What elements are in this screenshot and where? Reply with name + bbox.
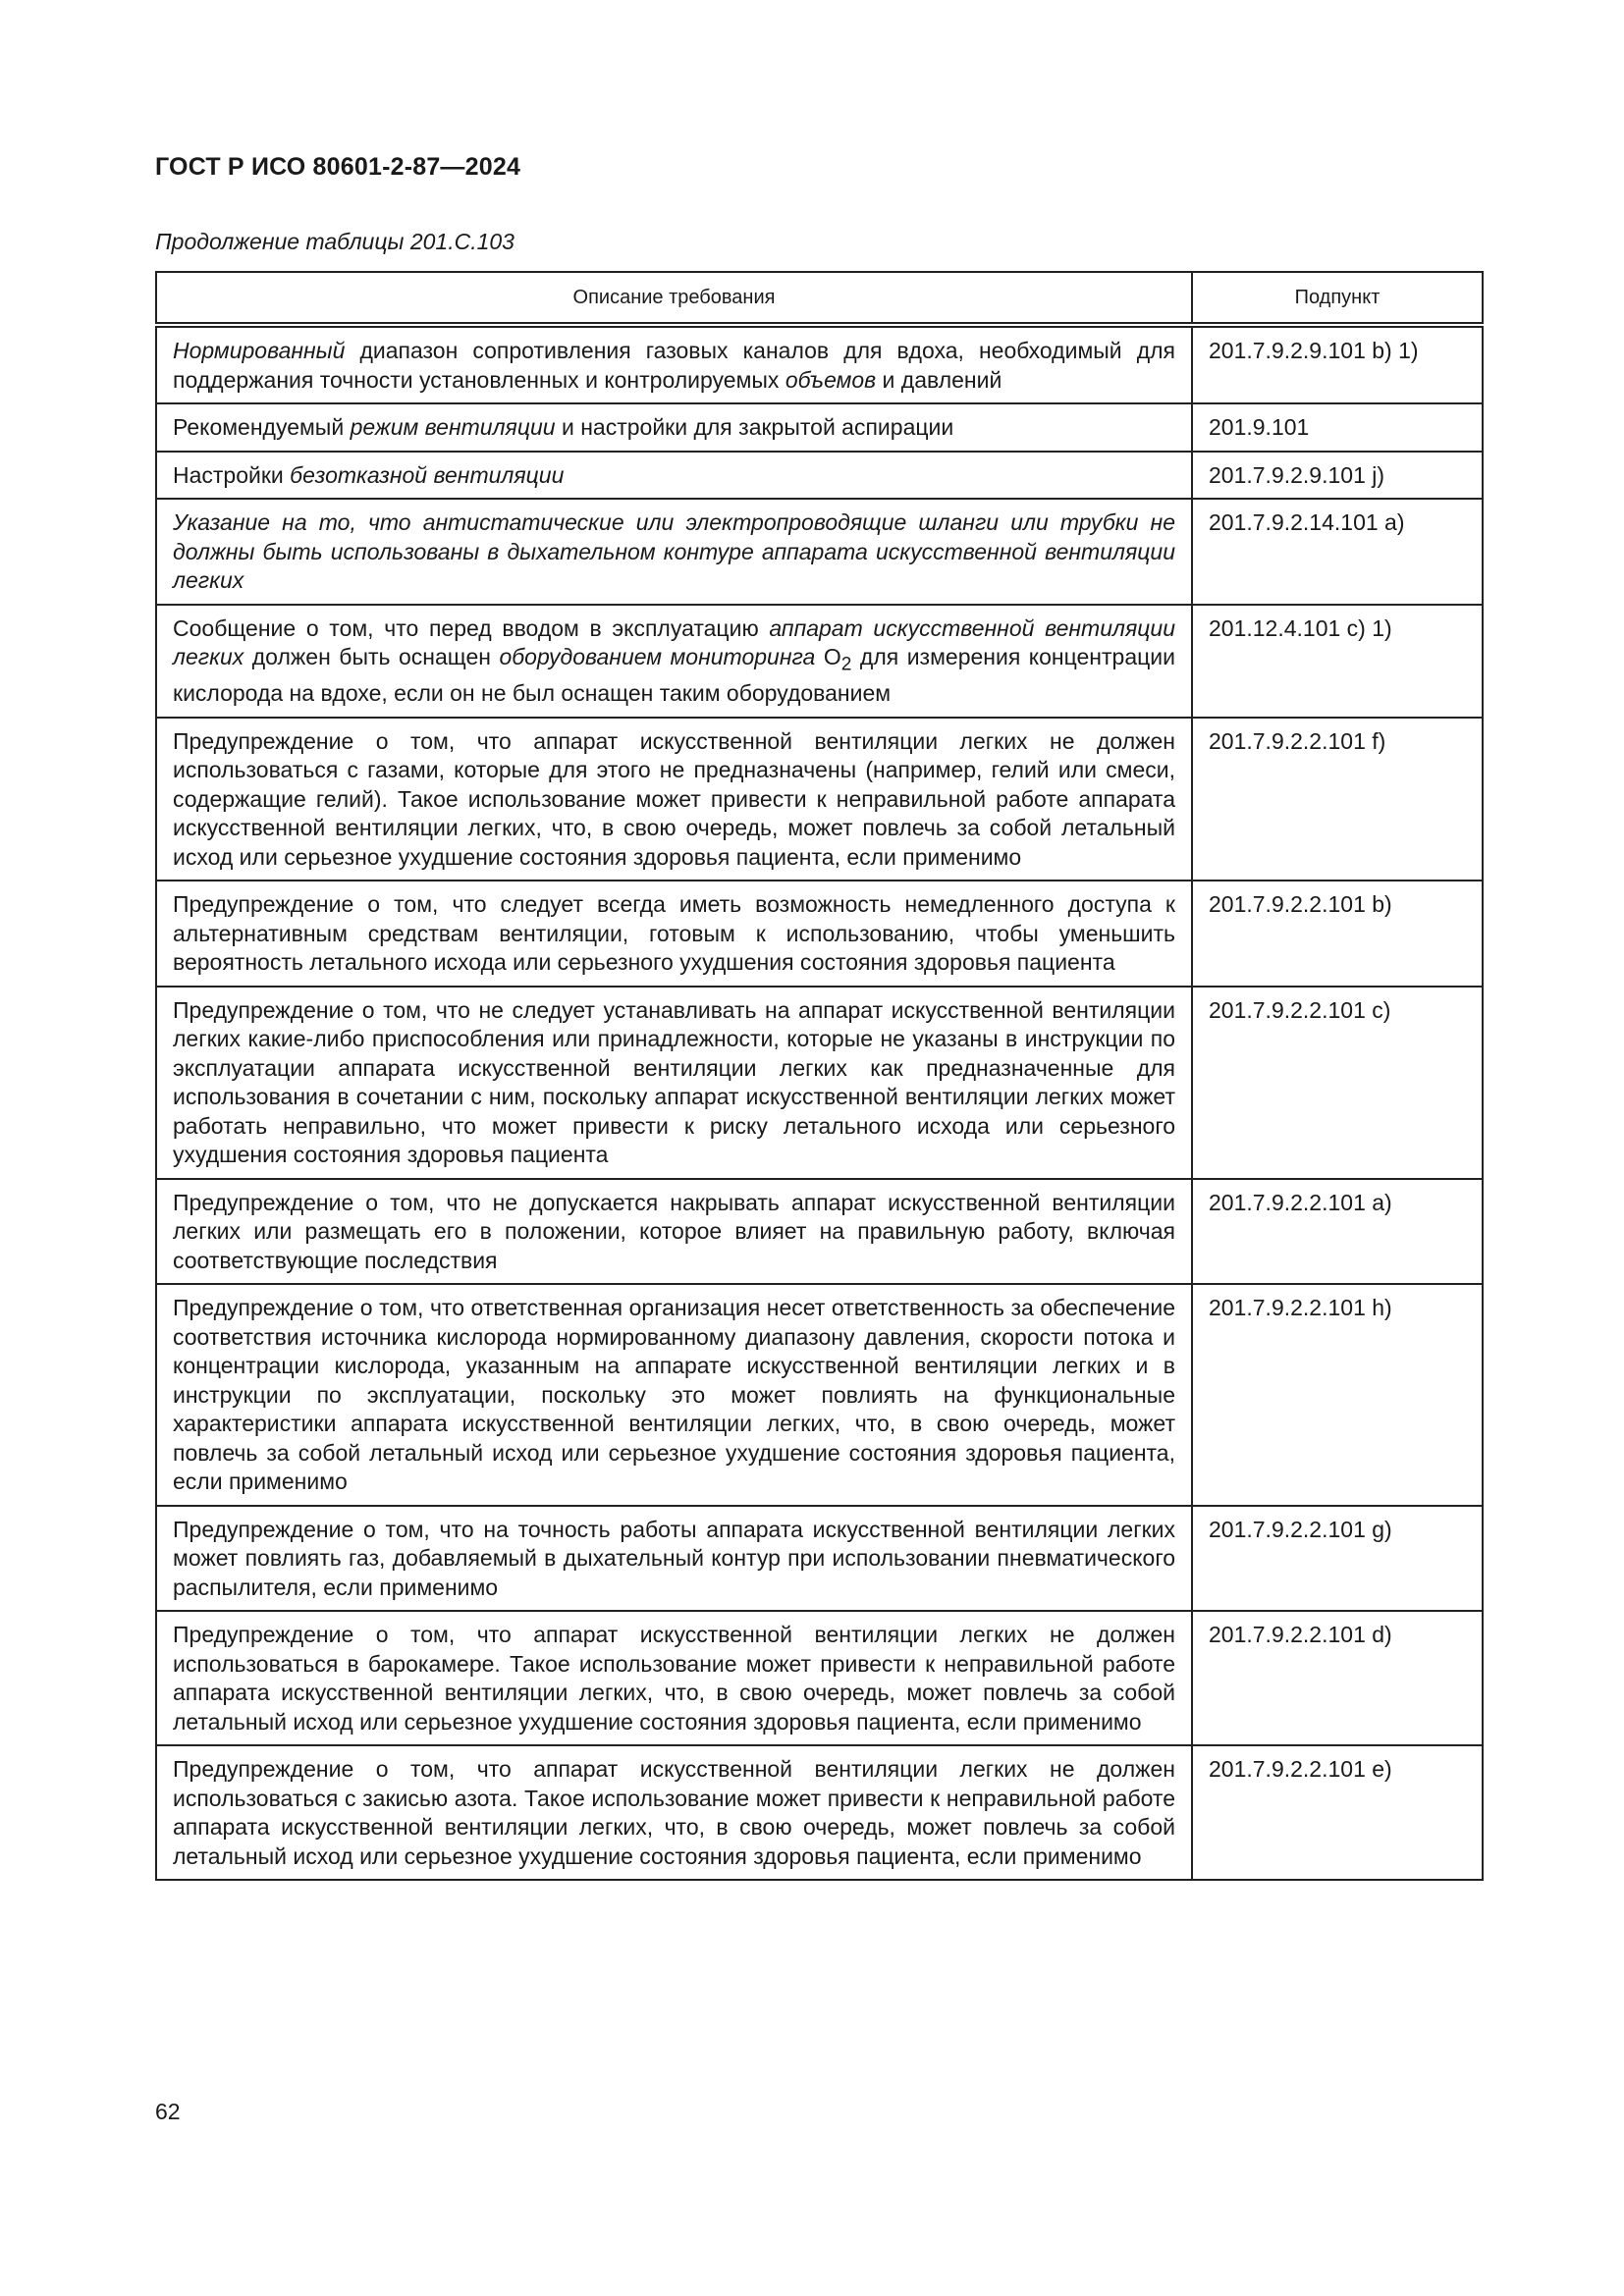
column-header-clause: Подпункт — [1192, 272, 1483, 325]
table-row — [156, 881, 1483, 987]
clause-reference: 201.7.9.2.2.101 e) — [1192, 1745, 1483, 1880]
table-row — [156, 718, 1483, 881]
clause-reference: 201.7.9.2.9.101 j) — [1192, 452, 1483, 500]
requirement-description: Предупреждение о том, что ответственная организация несет ответственность за обеспечение соответствия источника кислорода нормированному диапазону давления, скорости потока и концентрации кислорода, указанным на аппарате искусственной вентиляции легких и в инструкции по эксплуатации, поскольку это может повлиять на функциональные характеристики аппарата искусственной вентиляции легких, что, в свою очередь, может повлечь за собой летальный исход или серьезное ухудшение состояния здоровья пациента, если применимо — [156, 1284, 1192, 1506]
requirement-description: Предупреждение о том, что аппарат искусственной вентиляции легких не должен использоваться с закисью азота. Такое использование может привести к неправильной работе аппарата искусственной вентиляции легких, что, в свою очередь, может повлечь за собой летальный исход или серьезное ухудшение состояния здоровья пациента, если применимо — [156, 1745, 1192, 1880]
table-row — [156, 987, 1483, 1179]
table-row — [156, 403, 1483, 452]
clause-reference: 201.7.9.2.9.101 b) 1) — [1192, 325, 1483, 403]
requirement-description: Предупреждение о том, что не допускается накрывать аппарат искусственной вентиляции легких или размещать его в положении, которое влияет на правильную работу, включая соответствующие последствия — [156, 1179, 1192, 1285]
requirement-description: Предупреждение о том, что аппарат искусственной вентиляции легких не должен использоваться в барокамере. Такое использование может привести к неправильной работе аппарата искусственной вентиляции легких, что, в свою очередь, может повлечь за собой летальный исход или серьезное ухудшение состояния здоровья пациента, если применимо — [156, 1611, 1192, 1745]
clause-reference: 201.12.4.101 c) 1) — [1192, 605, 1483, 718]
column-header-description: Описание требования — [156, 272, 1192, 325]
requirement-description: Нормированный диапазон сопротивления газовых каналов для вдоха, необходимый для поддержания точности установленных и контролируемых объемов и давлений — [156, 325, 1192, 403]
requirement-description: Предупреждение о том, что аппарат искусственной вентиляции легких не должен использоваться с газами, которые для этого не предназначены (например, гелий или смеси, содержащие гелий). Такое использование может привести к неправильной работе аппарата искусственной вентиляции легких, что, в свою очередь, может повлечь за собой летальный исход или серьезное ухудшение состояния здоровья пациента, если применимо — [156, 718, 1192, 881]
requirements-table — [155, 271, 1484, 1881]
table-row — [156, 605, 1483, 718]
table-row — [156, 1284, 1483, 1506]
table-row — [156, 1506, 1483, 1612]
clause-reference: 201.7.9.2.2.101 f) — [1192, 718, 1483, 881]
table-header-row — [156, 272, 1483, 325]
table-row — [156, 452, 1483, 500]
clause-reference: 201.7.9.2.2.101 g) — [1192, 1506, 1483, 1612]
table-row — [156, 499, 1483, 605]
page-number: 62 — [155, 2099, 181, 2124]
table-row — [156, 1611, 1483, 1745]
clause-reference: 201.7.9.2.2.101 d) — [1192, 1611, 1483, 1745]
table-caption: Продолжение таблицы 201.C.103 — [155, 229, 514, 254]
document-header: ГОСТ Р ИСО 80601-2-87—2024 — [155, 153, 521, 181]
clause-reference: 201.7.9.2.2.101 b) — [1192, 881, 1483, 987]
clause-reference: 201.7.9.2.2.101 c) — [1192, 987, 1483, 1179]
requirement-description: Рекомендуемый режим вентиляции и настройки для закрытой аспирации — [156, 403, 1192, 452]
requirement-description: Предупреждение о том, что не следует устанавливать на аппарат искусственной вентиляции легких какие-либо приспособления или принадлежности, которые не указаны в инструкции по эксплуатации аппарата искусственной вентиляции легких как предназначенные для использования в сочетании с ним, поскольку аппарат искусственной вентиляции легких может работать неправильно, что может привести к риску летального исхода или серьезного ухудшения состояния здоровья пациента — [156, 987, 1192, 1179]
table-row — [156, 1745, 1483, 1880]
requirement-description: Предупреждение о том, что на точность работы аппарата искусственной вентиляции легких может повлиять газ, добавляемый в дыхательный контур при использовании пневматического распылителя, если применимо — [156, 1506, 1192, 1612]
requirement-description: Указание на то, что антистатические или электропроводящие шланги или трубки не должны быть использованы в дыхательном контуре аппарата искусственной вентиляции легких — [156, 499, 1192, 605]
requirement-description: Сообщение о том, что перед вводом в эксплуатацию аппарат искусственной вентиляции легких должен быть оснащен оборудованием мониторинга $O_2$ для измерения концентрации кислорода на вдохе, если он не был оснащен таким оборудованием — [156, 605, 1192, 718]
requirement-description: Предупреждение о том, что следует всегда иметь возможность немедленного доступа к альтернативным средствам вентиляции, готовым к использованию, чтобы уменьшить вероятность летального исхода или серьезного ухудшения состояния здоровья пациента — [156, 881, 1192, 987]
requirement-description: Настройки безотказной вентиляции — [156, 452, 1192, 500]
clause-reference: 201.7.9.2.2.101 h) — [1192, 1284, 1483, 1506]
clause-reference: 201.9.101 — [1192, 403, 1483, 452]
table-row — [156, 325, 1483, 403]
table-row — [156, 1179, 1483, 1285]
clause-reference: 201.7.9.2.2.101 a) — [1192, 1179, 1483, 1285]
clause-reference: 201.7.9.2.14.101 a) — [1192, 499, 1483, 605]
